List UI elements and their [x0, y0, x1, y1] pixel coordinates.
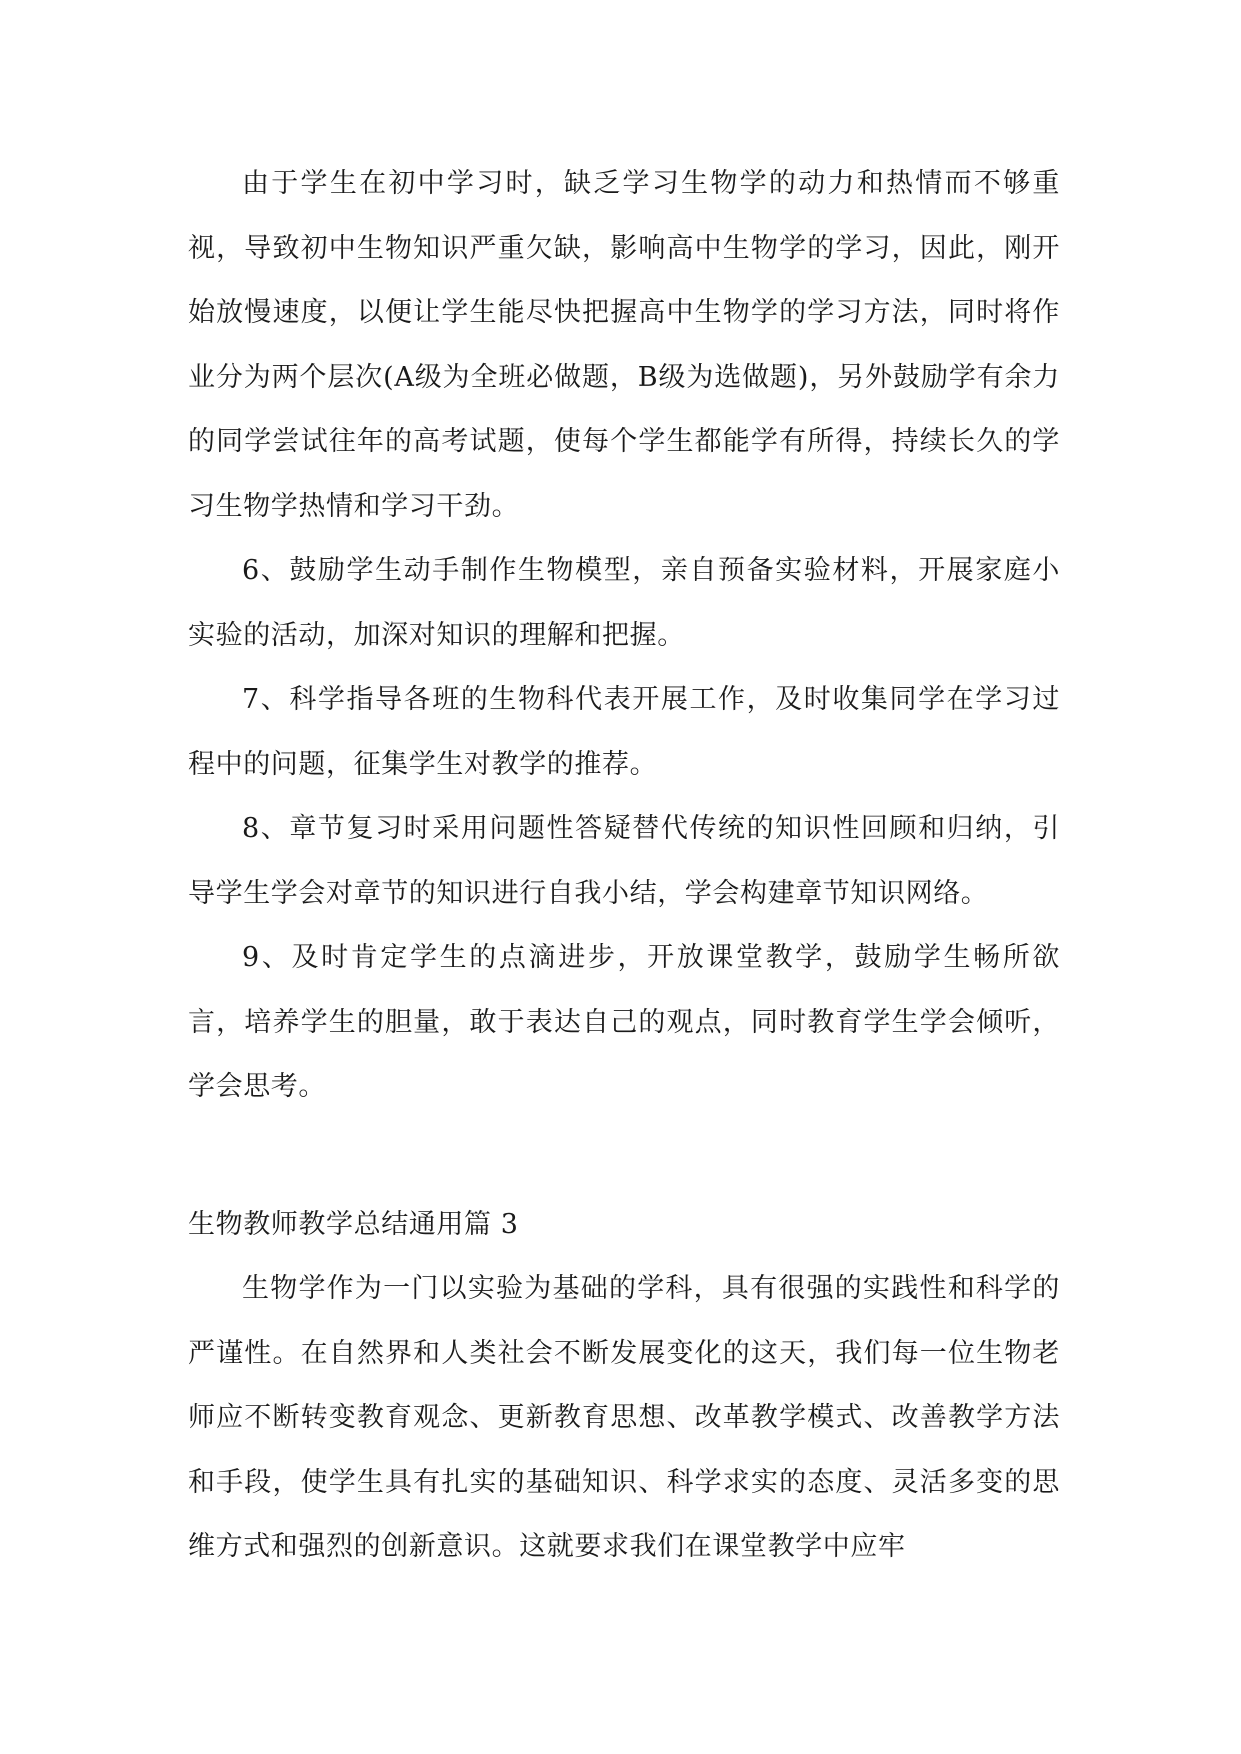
paragraph: 8、章节复习时采用问题性答疑替代传统的知识性回顾和归纳，引导学生学会对章节的知识进行自我小结，学会构建章节知识网络。 [188, 813, 1060, 909]
section-heading: 生物教师教学总结通用篇 3 [188, 1208, 519, 1240]
document-body [188, 152, 1060, 1580]
paragraph: 生物学作为一门以实验为基础的学科，具有很强的实践性和科学的严谨性。在自然界和人类社会不断发展变化的这天，我们每一位生物老师应不断转变教育观念、更新教育思想、改革教学模式、改善教学方法和手段，使学生具有扎实的基础知识、科学求实的态度、灵活多变的思维方式和强烈的创新意识。这就要求我们在课堂教学中应牢 [188, 1273, 1060, 1562]
paragraph: 由于学生在初中学习时，缺乏学习生物学的动力和热情而不够重视，导致初中生物知识严重欠缺，影响高中生物学的学习，因此，刚开始放慢速度，以便让学生能尽快把握高中生物学的学习方法，同时将作业分为两个层次(A级为全班必做题，B级为选做题)，另外鼓励学有余力的同学尝试往年的高考试题，使每个学生都能学有所得，持续长久的学习生物学热情和学习干劲。 [188, 168, 1060, 522]
paragraph: 9、及时肯定学生的点滴进步，开放课堂教学，鼓励学生畅所欲言，培养学生的胆量，敢于表达自己的观点，同时教育学生学会倾听，学会思考。 [188, 942, 1060, 1102]
paragraph: 6、鼓励学生动手制作生物模型，亲自预备实验材料，开展家庭小实验的活动，加深对知识的理解和把握。 [188, 555, 1060, 651]
paragraph: 7、科学指导各班的生物科代表开展工作，及时收集同学在学习过程中的问题，征集学生对教学的推荐。 [188, 684, 1060, 780]
